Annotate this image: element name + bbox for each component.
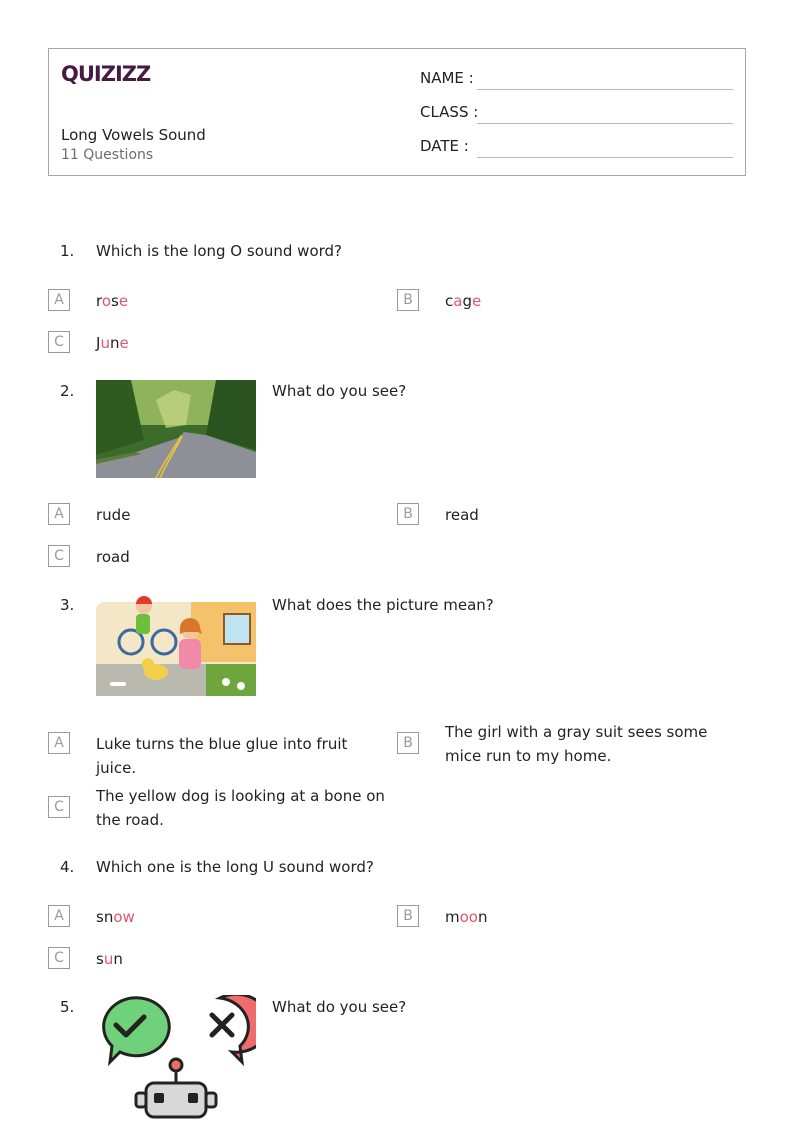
- vowel-highlight: a: [453, 292, 463, 310]
- option-letter-c[interactable]: C: [48, 796, 70, 818]
- option-letter-b[interactable]: B: [397, 289, 419, 311]
- question-text: Which is the long O sound word?: [96, 242, 343, 260]
- vowel-highlight: oo: [459, 908, 478, 926]
- option-a[interactable]: rude: [96, 506, 131, 524]
- date-label: DATE :: [420, 137, 469, 155]
- vowel-highlight: e: [118, 292, 129, 310]
- vowel-highlight: e: [471, 292, 482, 310]
- question-text: What does the picture mean?: [272, 596, 494, 614]
- option-letter-c[interactable]: C: [48, 545, 70, 567]
- option-a[interactable]: [96, 905, 135, 929]
- name-label: NAME :: [420, 69, 474, 87]
- option-letter-a[interactable]: A: [48, 905, 70, 927]
- option-text: c: [445, 292, 454, 310]
- option-b[interactable]: The girl with a gray suit sees some mice run to my home.: [445, 723, 708, 765]
- option-letter-b[interactable]: B: [397, 732, 419, 754]
- option-b[interactable]: [445, 289, 481, 313]
- question-number: 2.: [60, 382, 75, 400]
- robot-check-cross-icon: [96, 995, 256, 1123]
- vowel-highlight: u: [103, 950, 114, 968]
- vowel-highlight: o: [101, 292, 112, 310]
- vowel-highlight: u: [100, 334, 110, 352]
- question-text: What do you see?: [272, 382, 407, 400]
- option-text: r: [96, 292, 102, 310]
- name-line[interactable]: [477, 89, 733, 90]
- option-text: s: [111, 292, 119, 310]
- kids-and-dog-illustration: [96, 594, 256, 696]
- vowel-highlight: e: [119, 334, 129, 352]
- worksheet-title: Long Vowels Sound: [61, 126, 206, 144]
- option-letter-a[interactable]: A: [48, 503, 70, 525]
- question-number: 4.: [60, 858, 75, 876]
- vowel-highlight: ow: [113, 908, 135, 926]
- option-letter-a[interactable]: A: [48, 732, 70, 754]
- option-text: J: [96, 334, 101, 352]
- option-text: g: [462, 292, 472, 310]
- option-letter-b[interactable]: B: [397, 905, 419, 927]
- question-number: 3.: [60, 596, 75, 614]
- option-b[interactable]: read: [445, 506, 479, 524]
- option-text: sn: [96, 908, 114, 926]
- option-letter-b[interactable]: B: [397, 503, 419, 525]
- option-text: s: [96, 950, 104, 968]
- option-c[interactable]: road: [96, 548, 130, 566]
- option-text: n: [113, 950, 123, 968]
- option-c[interactable]: The yellow dog is looking at a bone on the road.: [96, 787, 385, 829]
- option-b[interactable]: [445, 905, 488, 929]
- option-text: m: [445, 908, 460, 926]
- option-a[interactable]: Luke turns the blue glue into fruit juice.: [96, 735, 348, 777]
- quizizz-logo: [61, 59, 153, 87]
- question-number: 1.: [60, 242, 75, 260]
- question-count: 11 Questions: [61, 147, 154, 163]
- class-line[interactable]: [477, 123, 733, 124]
- option-letter-a[interactable]: A: [48, 289, 70, 311]
- date-line[interactable]: [477, 157, 733, 158]
- option-c[interactable]: [96, 331, 129, 355]
- class-label: CLASS :: [420, 103, 479, 121]
- option-text: n: [109, 334, 120, 352]
- road-photo: [96, 380, 256, 478]
- svg-text:QUIZIZZ: QUIZIZZ: [61, 62, 151, 86]
- question-text: Which one is the long U sound word?: [96, 858, 374, 876]
- question-text: What do you see?: [272, 998, 407, 1016]
- option-letter-c[interactable]: C: [48, 331, 70, 353]
- question-number: 5.: [60, 998, 75, 1016]
- worksheet-header: [48, 48, 746, 176]
- option-c[interactable]: [96, 947, 123, 971]
- option-text: n: [477, 908, 488, 926]
- option-a[interactable]: [96, 289, 128, 313]
- option-letter-c[interactable]: C: [48, 947, 70, 969]
